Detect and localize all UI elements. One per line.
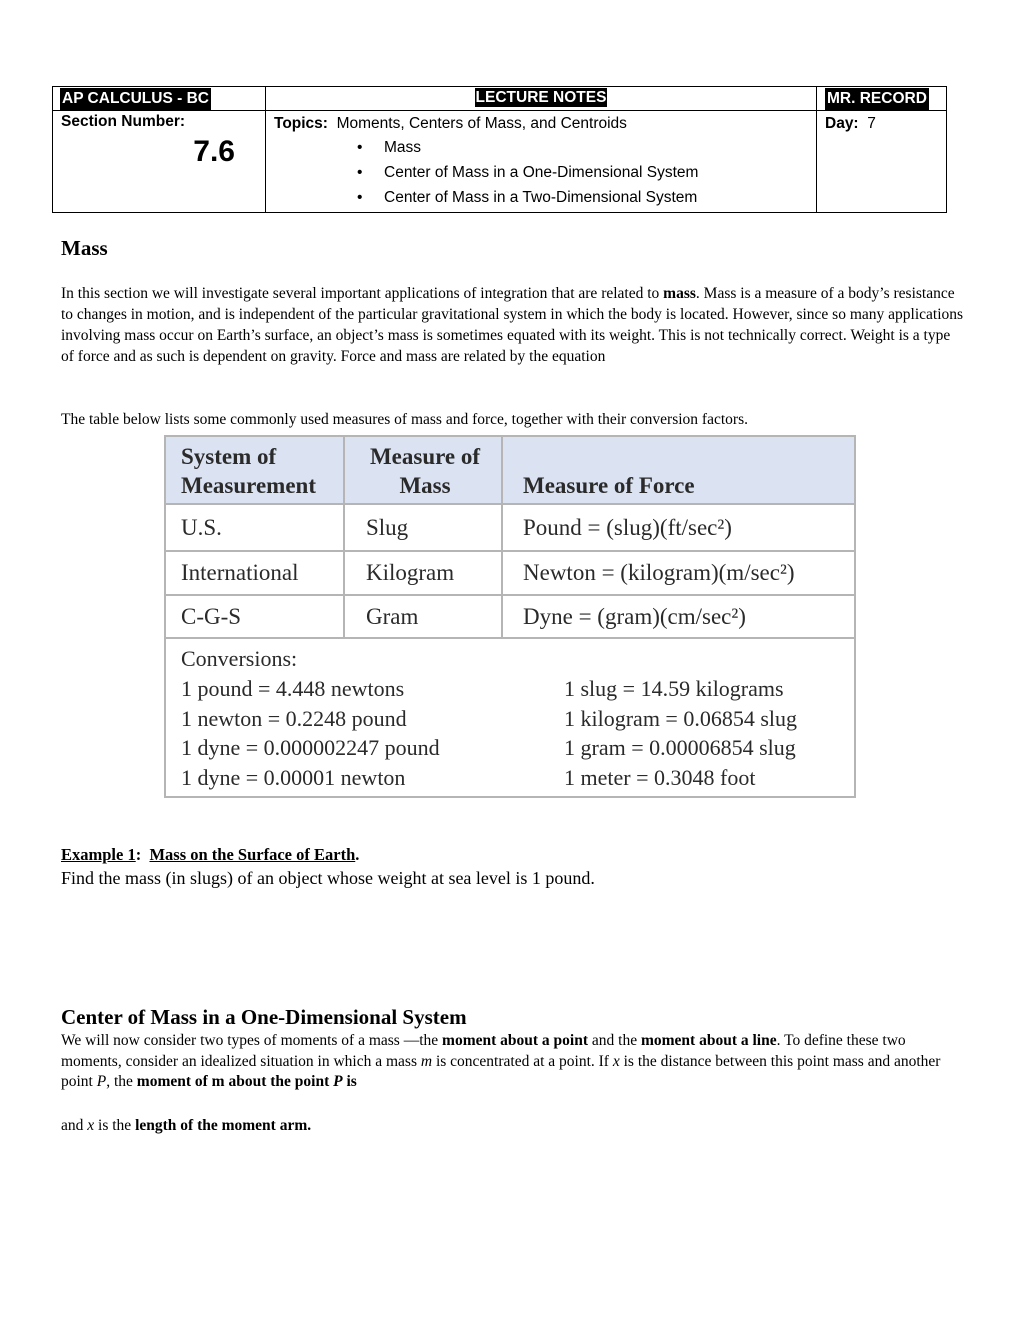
header-system: System of Measurement: [166, 437, 345, 503]
day-label: Day:: [825, 115, 859, 132]
row-force: Newton = (kilogram)(m/sec²): [523, 560, 795, 585]
row-mass: Slug: [366, 514, 409, 540]
row-system: C-G-S: [181, 603, 242, 629]
section-label: Section Number:: [61, 113, 186, 130]
example1-label: Example 1: [61, 845, 136, 864]
day-cell: [817, 111, 947, 213]
topic-item: • Center of Mass in a Two-Dimensional System: [384, 185, 808, 210]
row-system: U.S.: [181, 514, 222, 540]
table-row: [166, 596, 854, 639]
conversion-item: 1 gram = 0.00006854 slug: [564, 735, 796, 760]
example1-text: Find the mass (in slugs) of an object whose weight at sea level is 1 pound.: [61, 868, 595, 888]
conversion-item: 1 newton = 0.2248 pound: [181, 705, 407, 731]
measures-table: [164, 435, 856, 798]
header-table: [52, 86, 947, 213]
topic-item: • Center of Mass in a One-Dimensional System: [384, 160, 808, 185]
conversions-left: [181, 674, 440, 792]
header-force: Measure of Force: [523, 473, 695, 498]
row-force: Dyne = (gram)(cm/sec²): [523, 603, 746, 629]
topics-text: Moments, Centers of Mass, and Centroids: [336, 115, 627, 132]
section-number: 7.6: [193, 135, 235, 168]
course-title: AP CALCULUS - BC: [60, 88, 211, 110]
row-system: International: [181, 560, 299, 585]
topics-cell: [266, 111, 817, 213]
row-force: Pound = (slug)(ft/sec²): [523, 514, 732, 540]
mass-paragraph: In this section we will investigate several important applications of integration that are related to mass. Mass is a measure of a body’s resistance to changes in motion, and is independent of the particular gravitational system in which the body is located. However, since so many applications involving mass occur on Earth’s surface, an object’s mass is sometimes equated with its weight. This is not technically correct. Weight is a type of force and as such is dependent on gravity. Force and mass are related by the equation: [61, 285, 964, 365]
topics-label: Topics:: [274, 115, 328, 132]
table-header-row: [166, 437, 854, 505]
conversion-item: 1 slug = 14.59 kilograms: [564, 676, 784, 701]
conversion-item: 1 kilogram = 0.06854 slug: [564, 705, 798, 731]
example1-heading: Example 1: Mass on the Surface of Earth.: [61, 845, 360, 864]
teacher-name: MR. RECORD: [825, 88, 929, 110]
notes-title: LECTURE NOTES: [475, 89, 607, 106]
topic-item: • Mass: [384, 135, 808, 160]
row-mass: Gram: [366, 603, 419, 629]
row-mass: Kilogram: [366, 560, 455, 585]
com1d-paragraph: We will now consider two types of moments of a mass —the moment about a point and the moment about a line. To define these two moments, consider an idealized situation in which a mass m is concentrated at a point. If x is the distance between this point mass and another point P, the moment of m about the point P is: [61, 1032, 941, 1090]
mass-bold: mass: [663, 285, 696, 302]
topic-list: [274, 135, 808, 210]
section-cell: [53, 111, 266, 213]
notes-cell: [266, 87, 817, 111]
conversion-item: 1 dyne = 0.00001 newton: [181, 764, 406, 790]
mass-heading: Mass: [61, 236, 108, 260]
conversion-item: 1 pound = 4.448 newtons: [181, 676, 405, 701]
table-intro: The table below lists some commonly used measures of mass and force, together with their conversion factors.: [61, 411, 748, 428]
conversions-right: [564, 674, 797, 792]
com1d-heading: Center of Mass in a One-Dimensional System: [61, 1005, 467, 1029]
conversions-label: Conversions:: [181, 646, 298, 671]
day-value: 7: [867, 115, 876, 132]
conversion-item: 1 meter = 0.3048 foot: [564, 764, 756, 790]
header-mass: Measure of Mass: [345, 437, 503, 503]
table-row: [166, 505, 854, 552]
moment-arm-line: and x is the length of the moment arm.: [61, 1117, 312, 1134]
course-cell: [53, 87, 266, 111]
teacher-cell: [817, 87, 947, 111]
table-row: [166, 552, 854, 596]
conversion-item: 1 dyne = 0.000002247 pound: [181, 735, 440, 760]
example1-title: Mass on the Surface of Earth: [149, 845, 356, 864]
